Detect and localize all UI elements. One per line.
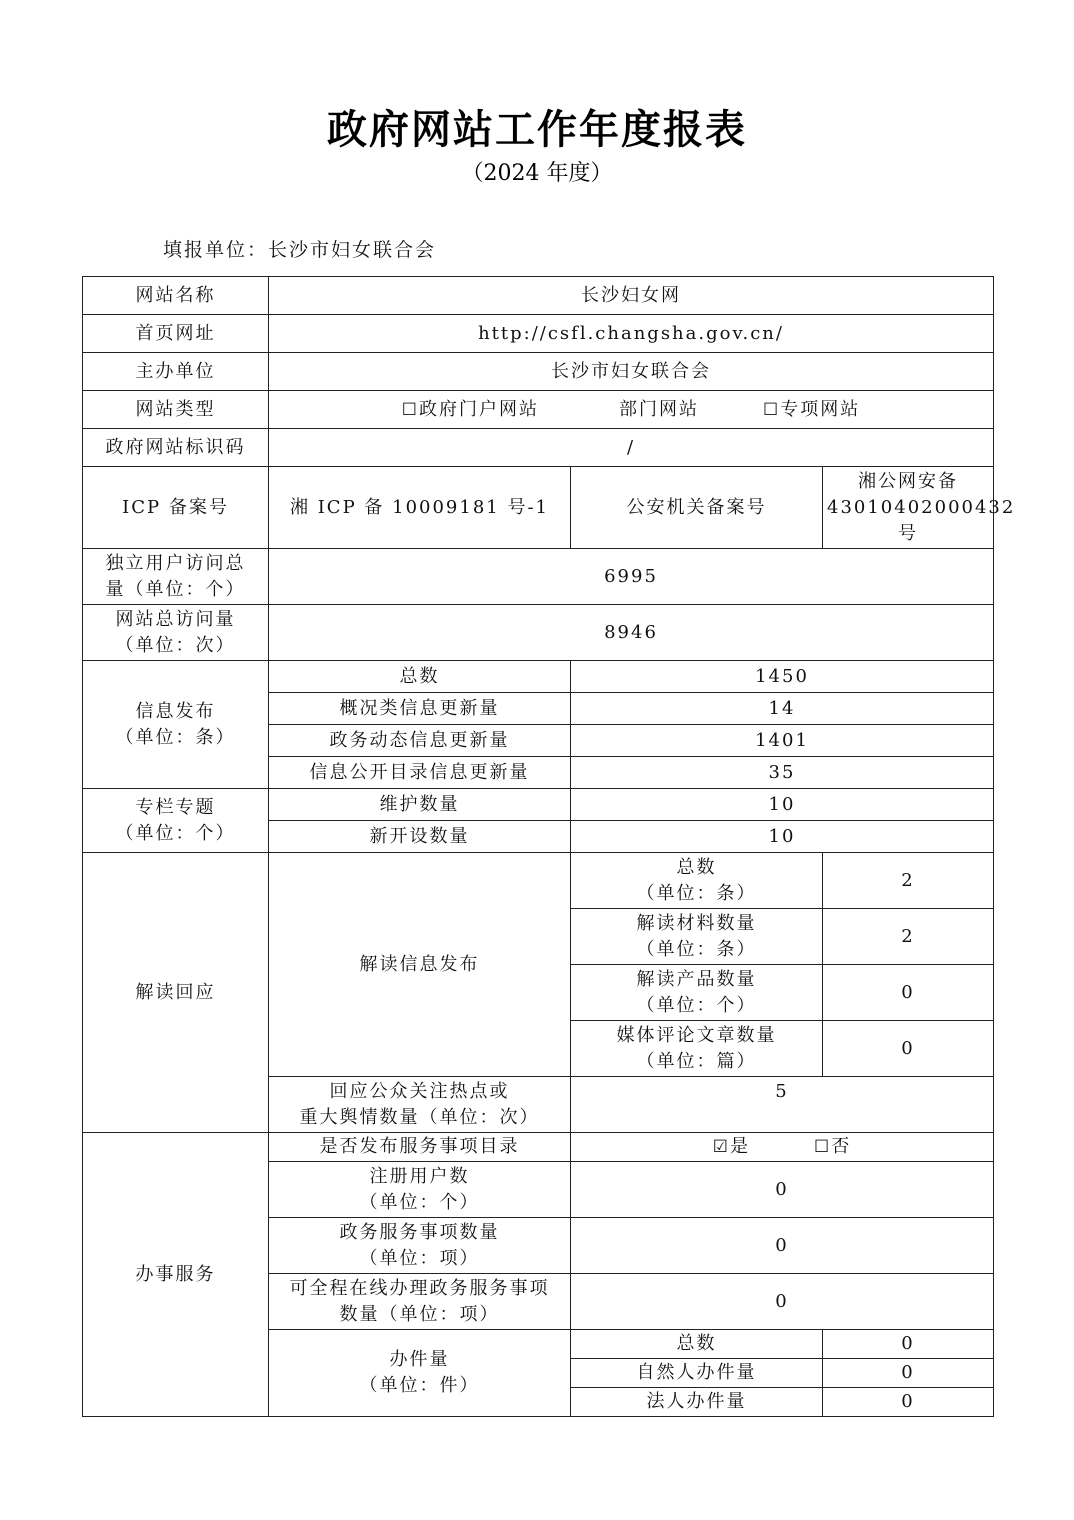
interpretation-release-label: 解读信息发布 xyxy=(269,853,571,1077)
info-item-label: 信息公开目录信息更新量 xyxy=(269,757,571,789)
online-items-value: 0 xyxy=(571,1274,994,1330)
columns-item-label: 维护数量 xyxy=(269,789,571,821)
interpretation-label: 解读回应 xyxy=(83,853,269,1133)
police-record-value xyxy=(823,467,1016,549)
special-checkbox[interactable]: ☐ xyxy=(763,399,781,420)
reporting-unit: 填报单位：长沙市妇女联合会 xyxy=(163,239,437,261)
info-item-value: 1450 xyxy=(571,661,994,693)
site-code-label: 政府网站标识码 xyxy=(83,429,269,467)
homepage-url[interactable]: http://csfl.changsha.gov.cn/ xyxy=(269,315,994,353)
total-visits-label xyxy=(83,605,269,661)
catalog-no-checkbox[interactable]: ☐ xyxy=(814,1137,832,1157)
row-sponsor xyxy=(83,353,994,391)
interp-item-label-line-2: （单位：条） xyxy=(636,938,757,960)
service-items-label xyxy=(269,1218,571,1274)
registered-users-label-line-1: 注册用户数 xyxy=(369,1165,470,1187)
info-item-value: 1401 xyxy=(571,725,994,757)
row-icp xyxy=(83,467,994,549)
interp-item-label-line-2: （单位：条） xyxy=(636,882,757,904)
icp-label: ICP 备案号 xyxy=(83,467,269,549)
catalog-label: 是否发布服务事项目录 xyxy=(269,1133,571,1162)
special-option-label: 专项网站 xyxy=(780,398,861,420)
info-release-label-line-2: （单位：条） xyxy=(115,726,236,748)
row-site-type xyxy=(83,391,994,429)
report-table xyxy=(82,276,1016,1417)
department-option-label: 部门网站 xyxy=(619,398,699,420)
interp-item-label xyxy=(571,965,823,1021)
case-item-value: 0 xyxy=(823,1330,994,1359)
interp-item-label-line-1: 总数 xyxy=(676,856,717,878)
unique-visitors-label-line-1: 独立用户访问总 xyxy=(105,552,246,574)
response-label xyxy=(269,1077,571,1133)
unique-visitors-value: 6995 xyxy=(269,549,994,605)
table-row xyxy=(83,853,994,909)
catalog-yes-checkbox[interactable]: ☑ xyxy=(712,1137,730,1157)
homepage-label: 首页网址 xyxy=(83,315,269,353)
columns-label-line-1: 专栏专题 xyxy=(135,796,216,818)
interp-item-label-line-2: （单位：篇） xyxy=(636,1050,757,1072)
site-code-value: / xyxy=(269,429,994,467)
table-row xyxy=(83,789,994,821)
interp-item-label xyxy=(571,853,823,909)
interp-item-value: 0 xyxy=(823,965,994,1021)
table-row xyxy=(83,661,994,693)
row-total-visits xyxy=(83,605,994,661)
response-label-line-2: 重大舆情数量（单位：次） xyxy=(299,1106,540,1128)
case-item-value: 0 xyxy=(823,1359,994,1388)
online-items-label-line-1: 可全程在线办理政务服务事项 xyxy=(289,1277,550,1299)
report-year: （2024 年度） xyxy=(461,161,613,186)
info-item-value: 14 xyxy=(571,693,994,725)
cases-label-line-2: （单位：件） xyxy=(359,1375,480,1396)
columns-label-line-2: （单位：个） xyxy=(115,822,236,844)
response-label-line-1: 回应公众关注热点或 xyxy=(329,1080,510,1102)
police-record-line-3: 号 xyxy=(898,522,918,544)
columns-label xyxy=(83,789,269,853)
registered-users-value: 0 xyxy=(571,1162,994,1218)
interp-item-label-line-2: （单位：个） xyxy=(636,994,757,1016)
interp-item-label-line-1: 解读材料数量 xyxy=(636,912,757,934)
online-items-label-line-2: 数量（单位：项） xyxy=(339,1303,500,1325)
unique-visitors-label xyxy=(83,549,269,605)
site-type-options xyxy=(269,391,994,429)
service-items-label-line-1: 政务服务事项数量 xyxy=(339,1221,500,1243)
table-row xyxy=(83,1133,994,1162)
case-item-label: 法人办件量 xyxy=(571,1388,823,1417)
cases-label xyxy=(269,1330,571,1417)
interp-item-label xyxy=(571,1021,823,1077)
interp-item-label-line-1: 媒体评论文章数量 xyxy=(616,1024,777,1046)
online-items-label xyxy=(269,1274,571,1330)
police-record-line-2: 43010402000432 xyxy=(827,496,1016,518)
service-items-label-line-2: （单位：项） xyxy=(359,1247,480,1269)
columns-item-label: 新开设数量 xyxy=(269,821,571,853)
interp-item-value: 2 xyxy=(823,853,994,909)
catalog-yes-label: 是 xyxy=(730,1136,750,1157)
total-visits-label-line-2: （单位：次） xyxy=(115,634,236,656)
case-item-value: 0 xyxy=(823,1388,994,1417)
service-items-value: 0 xyxy=(571,1218,994,1274)
case-item-label: 自然人办件量 xyxy=(571,1359,823,1388)
row-unique-visitors xyxy=(83,549,994,605)
interp-item-value: 0 xyxy=(823,1021,994,1077)
total-visits-value: 8946 xyxy=(269,605,994,661)
site-type-label: 网站类型 xyxy=(83,391,269,429)
site-name-value: 长沙妇女网 xyxy=(269,277,994,315)
info-item-label: 概况类信息更新量 xyxy=(269,693,571,725)
police-record-line-1: 湘公网安备 xyxy=(858,470,958,492)
catalog-no-label: 否 xyxy=(831,1136,852,1157)
catalog-options xyxy=(571,1133,994,1162)
row-homepage xyxy=(83,315,994,353)
registered-users-label-line-2: （单位：个） xyxy=(359,1191,480,1213)
response-value: 5 xyxy=(571,1077,994,1133)
sponsor-label: 主办单位 xyxy=(83,353,269,391)
cases-label-line-1: 办件量 xyxy=(389,1349,450,1370)
total-visits-label-line-1: 网站总访问量 xyxy=(115,608,236,630)
info-release-label-line-1: 信息发布 xyxy=(135,700,216,722)
columns-item-value: 10 xyxy=(571,789,994,821)
icp-value: 湘 ICP 备 10009181 号-1 xyxy=(269,467,571,549)
unique-visitors-label-line-2: 量（单位：个） xyxy=(105,578,246,600)
interp-item-value: 2 xyxy=(823,909,994,965)
report-title: 政府网站工作年度报表 xyxy=(327,106,747,153)
portal-option-label: 政府门户网站 xyxy=(419,398,539,420)
case-item-label: 总数 xyxy=(571,1330,823,1359)
info-item-label: 总数 xyxy=(269,661,571,693)
columns-item-value: 10 xyxy=(571,821,994,853)
interp-item-label-line-1: 解读产品数量 xyxy=(636,968,757,990)
interp-item-label xyxy=(571,909,823,965)
site-name-label: 网站名称 xyxy=(83,277,269,315)
info-item-value: 35 xyxy=(571,757,994,789)
info-item-label: 政务动态信息更新量 xyxy=(269,725,571,757)
registered-users-label xyxy=(269,1162,571,1218)
services-label: 办事服务 xyxy=(83,1133,269,1417)
portal-checkbox[interactable]: ☐ xyxy=(401,399,419,420)
info-release-label xyxy=(83,661,269,789)
row-site-code xyxy=(83,429,994,467)
row-site-name xyxy=(83,277,994,315)
sponsor-value: 长沙市妇女联合会 xyxy=(269,353,994,391)
police-record-label: 公安机关备案号 xyxy=(571,467,823,549)
